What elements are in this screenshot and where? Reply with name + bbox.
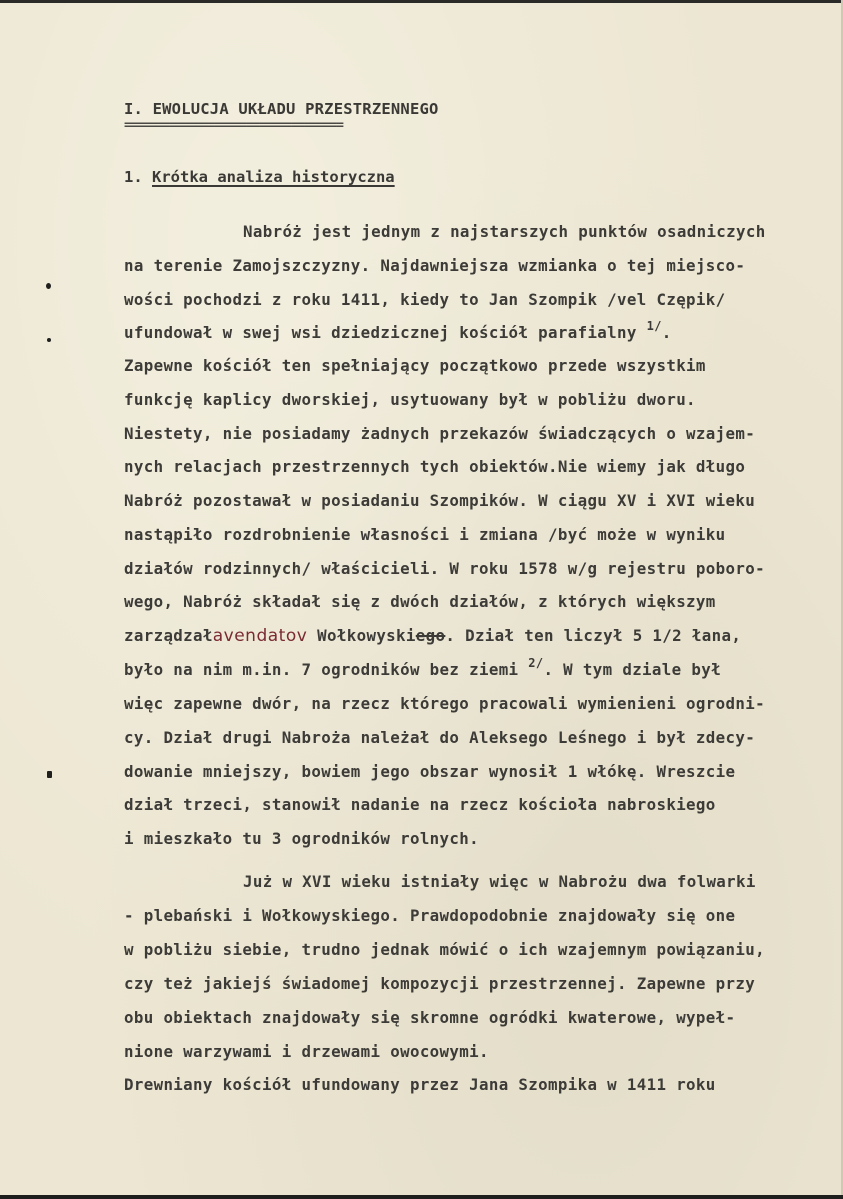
section-heading <box>124 168 395 186</box>
text-line <box>124 256 745 275</box>
text-line <box>124 525 726 544</box>
text-line <box>124 906 735 925</box>
line-text: Wołkowyski <box>307 626 416 645</box>
text-line <box>243 872 756 891</box>
text-line <box>124 795 716 814</box>
line-text: Drewniany kościół ufundowany przez Jana Szompika w 1411 roku <box>124 1075 716 1094</box>
line-text: funkcję kaplicy dworskiej, usytuowany był w pobliżu dworu. <box>124 390 696 409</box>
text-line <box>124 319 672 342</box>
text-line <box>124 491 755 510</box>
line-text: i mieszkało tu 3 ogrodników rolnych. <box>124 829 479 848</box>
line-text: cy. Dział drugi Nabroża należał do Aleksego Leśnego i był zdecy- <box>124 728 756 747</box>
line-text: Nabróż jest jednym z najstarszych punktów osadniczych <box>243 222 766 241</box>
text-line <box>124 626 741 646</box>
line-text: . Dział ten liczył 5 1/2 łana, <box>445 626 742 645</box>
text-line <box>124 762 735 781</box>
text-line <box>124 1042 489 1061</box>
struck-text: ego <box>415 626 446 645</box>
text-line <box>124 728 755 747</box>
footnote-ref: 1/ <box>646 319 662 333</box>
text-line <box>124 656 721 679</box>
line-text: wego, Nabróż składał się z dwóch działów, z których większym <box>124 592 716 611</box>
text-line <box>124 290 726 309</box>
text-line <box>124 1008 735 1027</box>
text-line <box>124 390 696 409</box>
line-text: dział trzeci, stanowił nadanie na rzecz kościoła nabroskiego <box>124 795 716 814</box>
line-text: nione warzywami i drzewami owocowymi. <box>124 1042 489 1061</box>
line-text: czy też jakiejś świadomej kompozycji przestrzennej. Zapewne przy <box>124 974 756 993</box>
line-text: nastąpiło rozdrobnienie własności i zmiana /być może w wyniku <box>124 525 726 544</box>
line-text: Niestety, nie posiadamy żadnych przekazów świadczących o wzajem- <box>124 424 756 443</box>
line-text: Już w XVI wieku istniały więc w Nabrożu dwa folwarki <box>243 872 756 891</box>
chapter-title-rule: ================================== <box>124 118 343 133</box>
section-number: 1. <box>124 168 143 186</box>
line-text: Nabróż pozostawał w posiadaniu Szompików. W ciągu XV i XVI wieku <box>124 491 756 510</box>
line-text: było na nim m.in. 7 ogrodników bez ziemi <box>124 660 519 679</box>
line-text: w pobliżu siebie, trudno jednak mówić o ich wzajemnym powiązaniu, <box>124 940 765 959</box>
line-text: - plebański i Wołkowyskiego. Prawdopodobnie znajdowały się one <box>124 906 736 925</box>
text-line <box>124 694 765 713</box>
text-line <box>124 829 479 848</box>
line-text: obu obiektach znajdowały się skromne ogródki kwaterowe, wypeł- <box>124 1008 736 1027</box>
chapter-title: I. EWOLUCJA UKŁADU PRZESTRZENNEGO <box>124 100 439 118</box>
line-text: więc zapewne dwór, na rzecz którego pracowali wymienieni ogrodni- <box>124 694 765 713</box>
text-line <box>124 424 755 443</box>
line-text: ufundował w swej wsi dziedzicznej kościół parafialny <box>124 323 637 342</box>
text-line <box>124 592 716 611</box>
text-line <box>124 356 706 375</box>
line-text: dowanie mniejszy, bowiem jego obszar wynosił 1 włókę. Wreszcie <box>124 762 736 781</box>
text-line <box>124 457 745 476</box>
text-line <box>124 974 755 993</box>
line-text: . <box>661 323 672 342</box>
line-text: nych relacjach przestrzennych tych obiektów.Nie wiemy jak długo <box>124 457 746 476</box>
text-line <box>124 940 765 959</box>
text-line <box>124 559 765 578</box>
section-title: Krótka analiza historyczna <box>152 168 395 186</box>
line-text: zarządzał <box>124 626 213 645</box>
text-line <box>243 222 766 241</box>
line-text: na terenie Zamojszczyzny. Najdawniejsza wzmianka o tej miejsco- <box>124 256 746 275</box>
footnote-ref: 2/ <box>528 656 544 670</box>
text-line <box>124 1075 716 1094</box>
handwritten-note: avendatov <box>212 626 308 646</box>
line-text: wości pochodzi z roku 1411, kiedy to Jan Szompik /vel Czępik/ <box>124 290 726 309</box>
line-text: działów rodzinnych/ właścicieli. W roku 1578 w/g rejestru poboro- <box>124 559 765 578</box>
line-text: Zapewne kościół ten spełniający początkowo przede wszystkim <box>124 356 706 375</box>
line-text: . W tym dziale był <box>543 660 721 679</box>
